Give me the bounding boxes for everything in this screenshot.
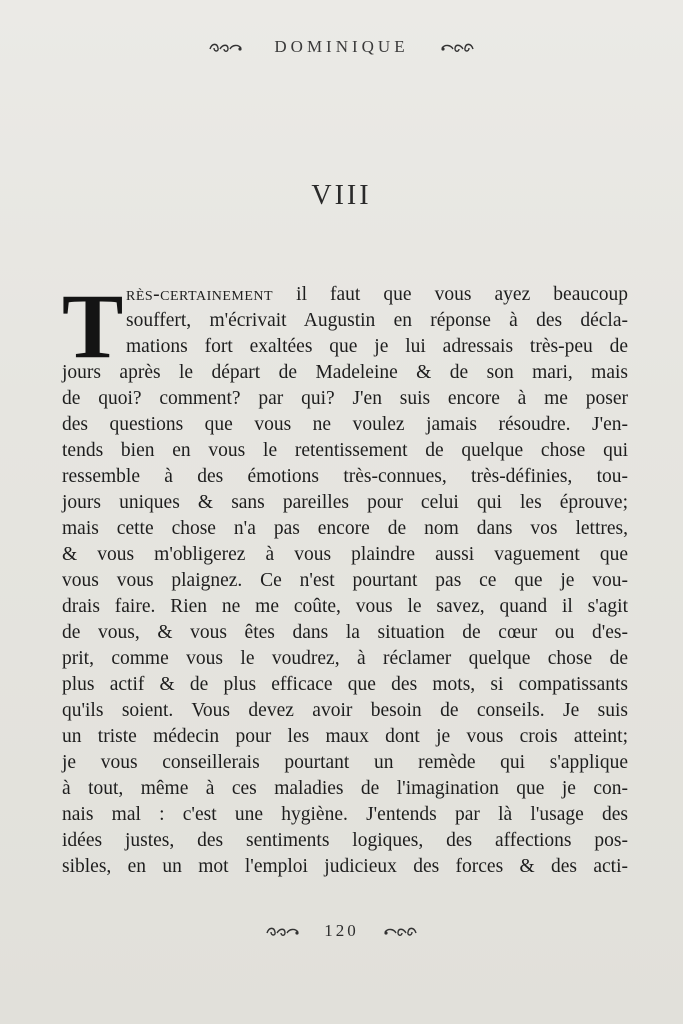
text-line: & vous m'obligerez à vous plaindre aussi vaguement que	[62, 544, 628, 565]
text-line: de vous, & vous êtes dans la situation de cœur ou d'es-	[62, 622, 628, 643]
drop-cap: T	[62, 275, 124, 377]
text-line: idées justes, des sentiments logiques, des affections pos-	[62, 830, 628, 851]
running-head	[0, 36, 683, 57]
text-line: tends bien en vous le retentissement de quelque chose qui	[62, 440, 628, 461]
right-ornament-icon	[382, 924, 418, 938]
text-line: qu'ils soient. Vous devez avoir besoin de conseils. Je suis	[62, 700, 628, 721]
text-line: nais mal : c'est une hygiène. J'entends par là l'usage des	[62, 804, 628, 825]
text-line: prit, comme vous le voudrez, à réclamer quelque chose de	[62, 648, 628, 669]
text-line: je vous conseillerais pourtant un remède qui s'applique	[62, 752, 628, 773]
text-line: mais cette chose n'a pas encore de nom dans vos lettres,	[62, 518, 628, 539]
text-line: à tout, même à ces maladies de l'imagination que je con-	[62, 778, 628, 799]
chapter-body	[62, 275, 628, 880]
left-ornament-icon	[265, 924, 301, 938]
text-line: vous vous plaignez. Ce n'est pourtant pas ce que je vou-	[62, 570, 628, 591]
page-number: 120	[324, 921, 359, 941]
text-line: des questions que vous ne voulez jamais résoudre. J'en-	[62, 414, 628, 435]
text-line: plus actif & de plus efficace que des mots, si compatissants	[62, 674, 628, 695]
text-line: un triste médecin pour les maux dont je vous crois atteint;	[62, 726, 628, 747]
text-line: de quoi? comment? par qui? J'en suis encore à me poser	[62, 388, 628, 409]
text-line	[62, 282, 628, 308]
opening-smallcaps: rès-certainement	[126, 284, 274, 305]
text-line: mations fort exaltées que je lui adressais très-peu de	[126, 336, 628, 357]
text-line: souffert, m'écrivait Augustin en réponse à des décla-	[126, 310, 628, 331]
text-line: jours après le départ de Madeleine & de son mari, mais	[62, 362, 628, 383]
text-line-content: il faut que vous ayez beaucoup	[273, 284, 628, 305]
text-line: drais faire. Rien ne me coûte, vous le savez, quand il s'agit	[62, 596, 628, 617]
text-line: jours uniques & sans pareilles pour celui qui les éprouve;	[62, 492, 628, 513]
left-ornament-icon	[208, 40, 244, 54]
text-line: sibles, en un mot l'emploi judicieux des forces & des acti-	[62, 856, 628, 877]
book-title: DOMINIQUE	[274, 37, 409, 57]
text-line: ressemble à des émotions très-connues, très-définies, tou-	[62, 466, 628, 487]
chapter-number: VIII	[311, 180, 372, 211]
page-folio	[0, 920, 683, 941]
right-ornament-icon	[439, 40, 475, 54]
